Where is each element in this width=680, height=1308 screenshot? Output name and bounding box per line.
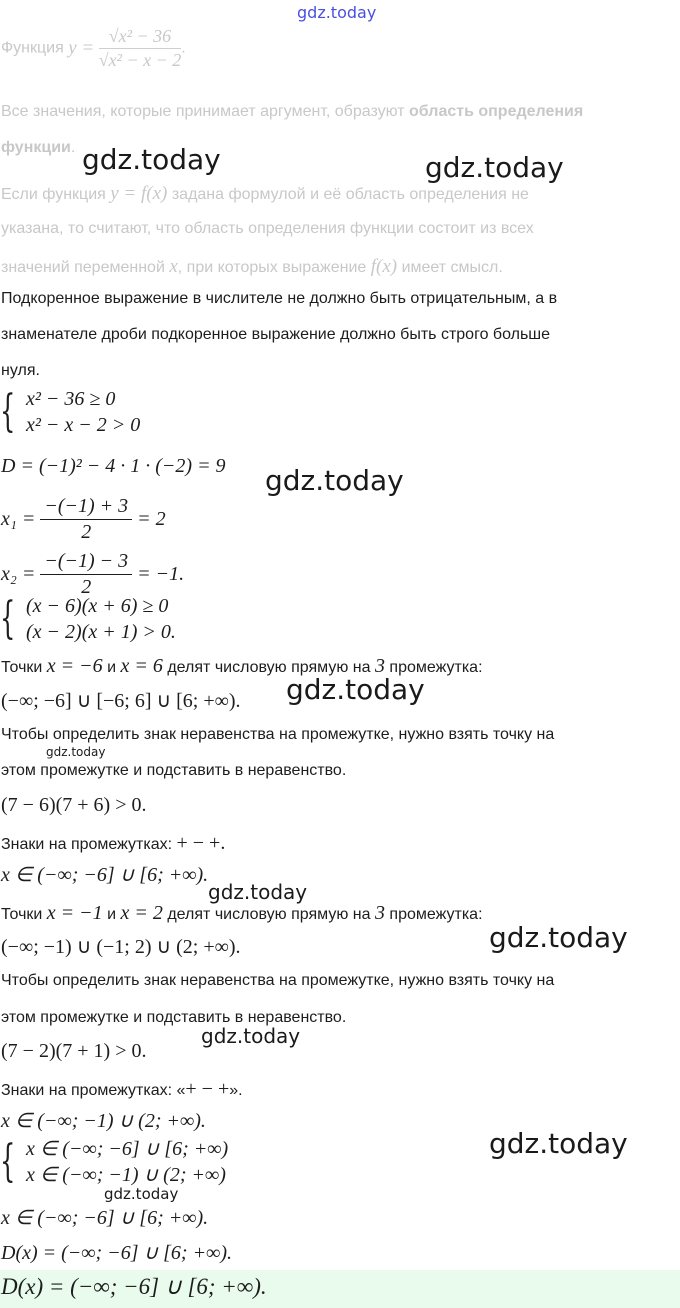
- points-2-a: Точки: [1, 906, 43, 923]
- system-2-brace: {: [0, 593, 16, 644]
- intro-line-2: знаменателе дроби подкоренное выражение должно быть строго больше: [1, 326, 551, 343]
- definition-p2-fx: f(x): [370, 256, 398, 277]
- method-2-line-2: этом промежутке и подставить в неравенство.: [1, 1009, 347, 1026]
- method-1-line-1: Чтобы определить знак неравенства на промежутке, нужно взять точку на: [1, 726, 555, 743]
- watermark-6: gdz.today: [208, 880, 308, 904]
- definition-p1-bold: область определения: [409, 103, 584, 120]
- definition-p2-formula: y = f(x): [110, 183, 168, 204]
- root-x2-rhs: = −1.: [137, 563, 185, 585]
- definition-p2-var: x: [169, 256, 178, 277]
- system-3-line-1: x ∈ (−∞; −6] ∪ [6; +∞): [26, 1138, 229, 1160]
- watermark-8: gdz.today: [201, 1024, 301, 1048]
- root-x1-rhs: = 2: [137, 508, 166, 530]
- points-2-b: делят числовую прямую на: [167, 906, 371, 923]
- root-x1-fraction: [40, 495, 132, 544]
- root-x2-fraction: [40, 550, 132, 599]
- signs-2-end: ».: [229, 1082, 243, 1099]
- function-label: Функция: [1, 39, 64, 57]
- signs-1-value: + − +.: [176, 832, 226, 854]
- function-fraction: [99, 26, 182, 71]
- definition-p2-line3c: имеет смысл.: [401, 259, 503, 276]
- check-2: (7 − 2)(7 + 1) > 0.: [1, 1040, 147, 1062]
- points-2-x1: x = −1: [46, 902, 103, 924]
- root-x1-denominator: 2: [81, 521, 92, 543]
- system-3-line-2: x ∈ (−∞; −1) ∪ (2; +∞): [26, 1164, 226, 1186]
- signs-1: [1, 832, 225, 855]
- function-y: y =: [68, 37, 95, 59]
- definition-p2-b: задана формулой и её область определения не: [171, 186, 529, 203]
- signs-1-label: Знаки на промежутках:: [1, 836, 173, 853]
- root-x2-numerator: −(−1) − 3: [40, 550, 132, 575]
- result-2: x ∈ (−∞; −1) ∪ (2; +∞).: [1, 1110, 206, 1132]
- root-x1-lhs: x₁ =: [1, 508, 36, 530]
- definition-paragraph-1-end: [1, 139, 75, 157]
- root-x1-numerator: −(−1) + 3: [40, 495, 132, 520]
- definition-paragraph-2-line-2: указана, то считают, что область определения функции состоит из всех: [1, 220, 534, 237]
- result-3: x ∈ (−∞; −6] ∪ [6; +∞).: [1, 1207, 209, 1229]
- method-1-line-2: этом промежутке и подставить в неравенство.: [1, 762, 347, 779]
- definition-paragraph-1: [1, 103, 583, 121]
- definition-p2-line3b: , при которых выражение: [177, 259, 367, 276]
- system-2-line-2: (x − 2)(x + 1) > 0.: [26, 621, 176, 643]
- watermark-4: gdz.today: [286, 673, 425, 706]
- points-1-n: 3: [374, 655, 385, 677]
- function-denominator: √x² − x − 2: [98, 50, 182, 70]
- points-1-and: и: [107, 659, 117, 676]
- function-formula: [1, 26, 186, 71]
- points-2-c: промежутка:: [389, 906, 483, 923]
- check-1: (7 − 6)(7 + 6) > 0.: [1, 794, 147, 816]
- result-1: x ∈ (−∞; −6] ∪ [6; +∞).: [1, 864, 209, 886]
- root-x2-lhs: x₂ =: [1, 563, 36, 585]
- watermark-9: gdz.today: [489, 1127, 628, 1160]
- root-x2-denominator: 2: [81, 576, 92, 598]
- intervals-2: (−∞; −1) ∪ (−1; 2) ∪ (2; +∞).: [1, 936, 241, 958]
- intro-line-3: нуля.: [1, 362, 40, 379]
- points-1-a: Точки: [1, 659, 43, 676]
- signs-2: [1, 1078, 243, 1101]
- watermark-top: gdz.today: [297, 3, 377, 22]
- definition-p1-bold-2: функции: [1, 139, 71, 156]
- system-3-brace: {: [0, 1136, 16, 1187]
- root-x1: [1, 495, 166, 544]
- watermark-7: gdz.today: [489, 921, 628, 954]
- definition-paragraph-2-line-3: [1, 256, 503, 278]
- points-2: [1, 902, 483, 925]
- intervals-1: (−∞; −6] ∪ [−6; 6] ∪ [6; +∞).: [1, 690, 241, 712]
- points-2-x2: x = 2: [120, 902, 163, 924]
- system-1-line-1: x² − 36 ≥ 0: [26, 388, 116, 410]
- points-2-n: 3: [374, 902, 385, 924]
- watermark-2: gdz.today: [425, 151, 564, 184]
- points-1-x1: x = −6: [46, 655, 103, 677]
- signs-2-label: Знаки на промежутках: «: [1, 1082, 186, 1099]
- signs-2-value: + − +: [185, 1078, 230, 1100]
- method-2-line-1: Чтобы определить знак неравенства на промежутке, нужно взять точку на: [1, 972, 555, 989]
- function-numerator: √x² − 36: [99, 26, 182, 49]
- definition-p2-line3a: значений переменной: [1, 259, 165, 276]
- intro-line-1: Подкоренное выражение в числителе не должно быть отрицательным, а в: [1, 290, 558, 307]
- definition-p1-text: Все значения, которые принимает аргумент, образуют: [1, 103, 405, 120]
- points-1-c: промежутка:: [389, 659, 483, 676]
- watermark-1: gdz.today: [82, 143, 221, 176]
- system-1-line-2: x² − x − 2 > 0: [26, 414, 141, 436]
- answer-text: D(x) = (−∞; −6] ∪ [6; +∞).: [1, 1274, 267, 1299]
- watermark-3: gdz.today: [265, 464, 404, 497]
- discriminant: D = (−1)² − 4 · 1 · (−2) = 9: [1, 455, 226, 477]
- domain-result: D(x) = (−∞; −6] ∪ [6; +∞).: [1, 1242, 232, 1264]
- answer-box: [0, 1270, 680, 1308]
- definition-p1-end: .: [70, 139, 76, 156]
- system-2-line-1: (x − 6)(x + 6) ≥ 0: [26, 595, 169, 617]
- watermark-10: gdz.today: [104, 1185, 179, 1203]
- definition-p2-a: Если функция: [1, 186, 106, 203]
- points-1-b: делят числовую прямую на: [167, 659, 371, 676]
- watermark-5: gdz.today: [46, 745, 106, 759]
- root-x2: [1, 550, 184, 599]
- points-1-x2: x = 6: [120, 655, 163, 677]
- function-dot: .: [181, 39, 186, 57]
- points-2-and: и: [107, 906, 117, 923]
- system-1-brace: {: [0, 386, 16, 437]
- definition-paragraph-2: [1, 183, 529, 205]
